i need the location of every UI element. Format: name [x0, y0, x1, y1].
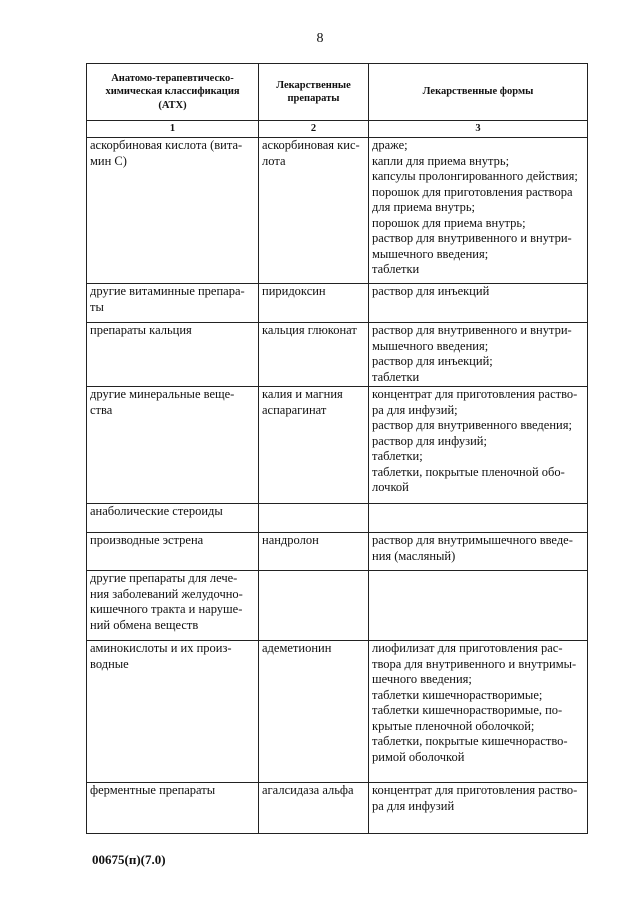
drug-cell: [259, 533, 369, 571]
atc-cell: [87, 571, 259, 641]
table-row: [87, 284, 588, 323]
text-line: аспарагинат: [262, 402, 327, 417]
forms-cell: [369, 138, 588, 284]
forms-cell: [369, 641, 588, 783]
column-number-3: 3: [369, 121, 588, 138]
text-line: раствор для внутривенного и внутри-: [372, 323, 572, 337]
text-line: раствор для инъекций: [372, 284, 490, 298]
text-line: другие витаминные препара-: [90, 284, 245, 298]
text-line: порошок для приготовления раствора: [372, 184, 573, 199]
text-line: порошок для приема внутрь;: [372, 215, 526, 230]
text-line: нандролон: [262, 533, 319, 547]
table-row: [87, 533, 588, 571]
text-line: крытые пленочной оболочкой;: [372, 718, 535, 733]
header-row: [87, 64, 588, 121]
text-line: лиофилизат для приготовления рас-: [372, 641, 563, 655]
forms-cell: [369, 284, 588, 323]
table-row: [87, 138, 588, 284]
text-line: римой оболочкой: [372, 749, 465, 764]
table-row: [87, 323, 588, 387]
text-line: для приема внутрь;: [372, 200, 476, 214]
drug-cell: [259, 387, 369, 504]
text-line: раствор для внутривенного и внутри-: [372, 231, 572, 245]
table-row: [87, 504, 588, 533]
text-line: Анатомо-терапевтическо-: [111, 72, 234, 84]
table-row: [87, 387, 588, 504]
text-line: лочкой: [372, 480, 409, 494]
drug-cell: [259, 323, 369, 387]
column-number-1: 1: [87, 121, 259, 138]
text-line: мышечного введения;: [372, 338, 489, 353]
drug-cell: [259, 138, 369, 284]
text-line: мышечного введения;: [372, 246, 489, 261]
text-line: другие препараты для лече-: [90, 571, 238, 585]
text-line: аскорбиновая кислота (вита-: [90, 138, 243, 152]
column-number-row: [87, 121, 588, 138]
text-line: раствор для внутривенного введения;: [372, 418, 572, 432]
atc-cell: [87, 783, 259, 834]
text-line: мин С): [90, 153, 127, 168]
text-line: (АТХ): [158, 99, 187, 111]
atc-cell: [87, 138, 259, 284]
atc-cell: [87, 284, 259, 323]
text-line: концентрат для приготовления раство-: [372, 387, 578, 401]
text-line: таблетки, покрытые пленочной обо-: [372, 464, 565, 479]
text-line: калия и магния: [262, 387, 343, 401]
text-line: аскорбиновая кис-: [262, 138, 360, 152]
text-line: таблетки: [372, 262, 420, 276]
forms-cell: [369, 323, 588, 387]
text-line: аминокислоты и их произ-: [90, 641, 232, 655]
drug-cell: [259, 504, 369, 533]
forms-cell: [369, 571, 588, 641]
text-line: кальция глюконат: [262, 323, 357, 337]
text-line: ний обмена веществ: [90, 617, 199, 632]
text-line: таблетки кишечнорастворимые;: [372, 687, 543, 702]
text-line: Лекарственные: [276, 79, 351, 91]
text-line: раствор для инфузий;: [372, 433, 487, 448]
drug-table: [86, 63, 588, 834]
document-code: 00675(п)(7.0): [92, 852, 166, 867]
header-forms: [369, 64, 588, 121]
text-line: раствор для внутримышечного введе-: [372, 533, 573, 547]
drug-cell: [259, 783, 369, 834]
atc-cell: [87, 504, 259, 533]
text-line: капсулы пролонгированного действия;: [372, 169, 578, 183]
text-line: ра для инфузий: [372, 798, 455, 813]
text-line: ния заболеваний желудочно-: [90, 586, 243, 601]
atc-cell: [87, 641, 259, 783]
column-number-2: 2: [259, 121, 369, 138]
forms-cell: [369, 504, 588, 533]
forms-cell: [369, 783, 588, 834]
text-line: драже;: [372, 138, 408, 152]
text-line: адеметионин: [262, 641, 332, 655]
text-line: таблетки кишечнорастворимые, по-: [372, 703, 563, 717]
text-line: концентрат для приготовления раство-: [372, 783, 578, 797]
text-line: производные эстрена: [90, 533, 204, 547]
table-row: [87, 783, 588, 834]
text-line: кишечного тракта и наруше-: [90, 602, 243, 616]
text-line: химическая классификация: [105, 86, 240, 98]
atc-cell: [87, 387, 259, 504]
table-row: [87, 571, 588, 641]
table-frame: [86, 63, 588, 834]
text-line: раствор для инъекций;: [372, 354, 493, 368]
text-line: ты: [90, 299, 104, 314]
text-line: капли для приема внутрь;: [372, 153, 510, 168]
drug-cell: [259, 641, 369, 783]
text-line: таблетки: [372, 369, 420, 384]
text-line: пиридоксин: [262, 284, 326, 298]
text-line: водные: [90, 656, 129, 671]
drug-cell: [259, 571, 369, 641]
text-line: другие минеральные веще-: [90, 387, 235, 401]
text-line: ния (масляный): [372, 548, 456, 563]
text-line: твора для внутривенного и внутримы-: [372, 656, 577, 671]
text-line: лота: [262, 153, 286, 168]
text-line: таблетки, покрытые кишечнораство-: [372, 734, 568, 748]
text-line: ства: [90, 402, 113, 417]
drug-cell: [259, 284, 369, 323]
text-line: таблетки;: [372, 449, 423, 463]
header-atc: [87, 64, 259, 121]
header-drugs: [259, 64, 369, 121]
page-number: 8: [316, 31, 324, 46]
forms-cell: [369, 533, 588, 571]
text-line: агалсидаза альфа: [262, 783, 354, 797]
text-line: ферментные препараты: [90, 783, 216, 797]
forms-cell: [369, 387, 588, 504]
text-line: ра для инфузий;: [372, 402, 458, 417]
text-line: шечного введения;: [372, 672, 472, 686]
atc-cell: [87, 323, 259, 387]
table-row: [87, 641, 588, 783]
text-line: препараты: [287, 93, 340, 104]
text-line: препараты кальция: [90, 323, 192, 337]
text-line: Лекарственные формы: [422, 86, 534, 98]
atc-cell: [87, 533, 259, 571]
text-line: анаболические стероиды: [90, 504, 223, 518]
